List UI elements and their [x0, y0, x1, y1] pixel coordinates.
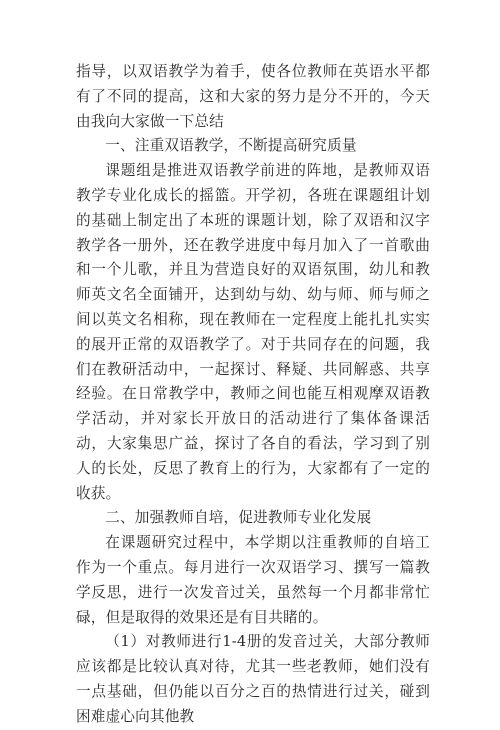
paragraph-section-1: 课题组是推进双语教学前进的阵地，是教师双语教学专业化成长的摇篮。开学初，各班在课题组计划的基础上制定出了本班的课题计划，除了双语和汉字教学各一册外，还在教学进度中每月加入了一首歌曲和一个儿歌，并且为营造良好的双语氛围，幼儿和教师英文名全面铺开，达到幼与幼、幼与师、师与师之间以英文名相称，现在教师在一定程度上能扎扎实实的展开正常的双语教学了。对于共同存在的问题，我们在教研活动中，一起探讨、释疑、共同解惑、共享经验。在日常教学中，教师之间也能互相观摩双语教学活动，并对家长开放日的活动进行了集体备课活动，大家集思广益，探讨了各自的看法，学习到了别人的长处，反思了教育上的行为，大家都有了一定的收获。 [76, 162, 430, 502]
paragraph-item-1: （1）对教师进行1-4册的发音过关，大部分教师应该都是比较认真对待，尤其一些老教师，她们没有一点基础，但仍能以百分之百的热情进行过关，碰到困难虚心向其他教 [76, 633, 430, 725]
paragraph-section-2: 在课题研究过程中，本学期以注重教师的自培工作为一个重点。每月进行一次双语学习、撰写一篇教学反思，进行一次发音过关，虽然每一个月都非常忙碌，但是取得的效果还是有目共睹的。 [76, 534, 430, 626]
section-heading-2: 二、加强教师自培，促进教师专业化发展 [105, 509, 372, 527]
paragraph-intro: 指导，以双语教学为着手，使各位教师在英语水平都有了不同的提高，这和大家的努力是分不开的，今天由我向大家做一下总结 [76, 63, 430, 130]
document-body [76, 60, 430, 730]
section-heading-1: 一、注重双语教学，不断提高研究质量 [105, 137, 357, 155]
